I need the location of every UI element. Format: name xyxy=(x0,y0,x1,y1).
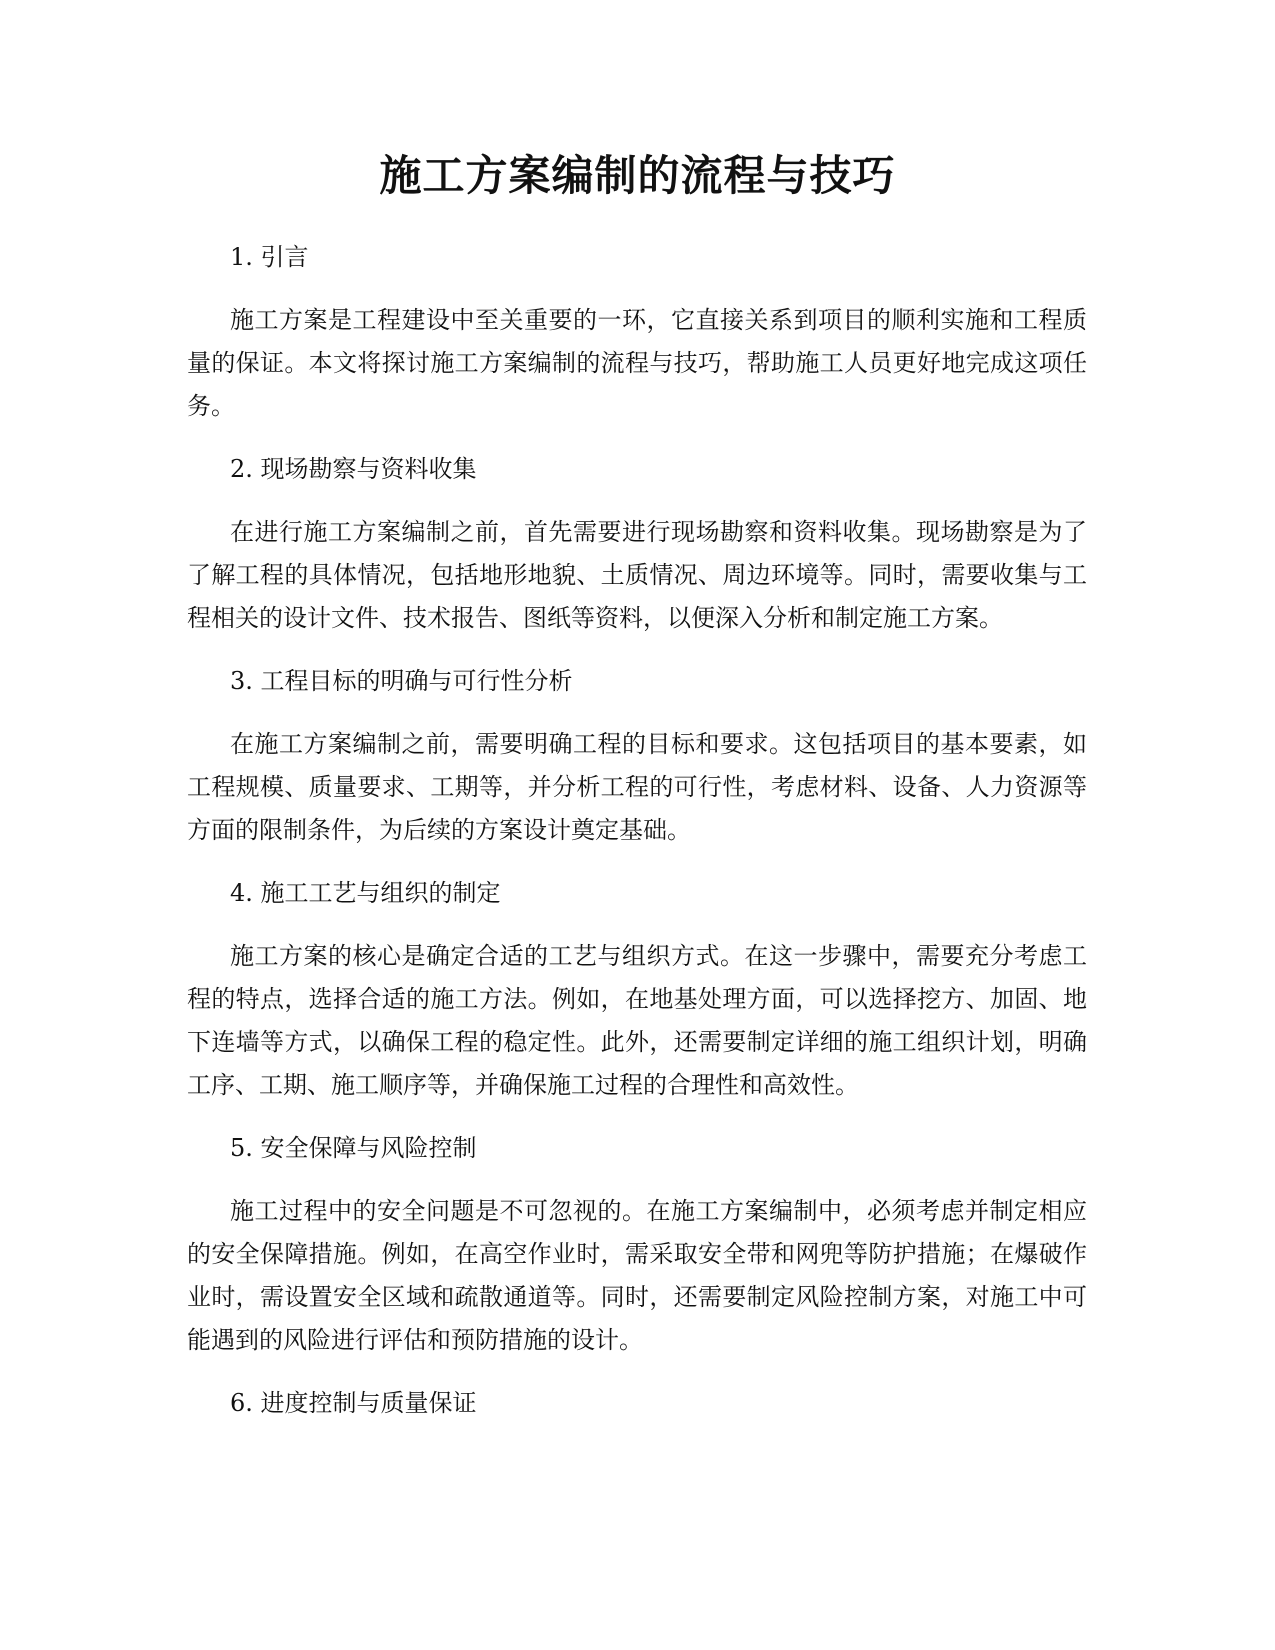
section-heading: 5. 安全保障与风险控制 xyxy=(230,1134,477,1162)
section-paragraph: 在进行施工方案编制之前，首先需要进行现场勘察和资料收集。现场勘察是为了了解工程的具体情况，包括地形地貌、土质情况、周边环境等。同时，需要收集与工程相关的设计文件、技术报告、图纸等资料，以便深入分析和制定施工方案。 xyxy=(187,518,1087,632)
section-paragraph: 施工方案的核心是确定合适的工艺与组织方式。在这一步骤中，需要充分考虑工程的特点，选择合适的施工方法。例如，在地基处理方面，可以选择挖方、加固、地下连墙等方式，以确保工程的稳定性。此外，还需要制定详细的施工组织计划，明确工序、工期、施工顺序等，并确保施工过程的合理性和高效性。 xyxy=(187,942,1087,1099)
section-site-survey xyxy=(187,448,1087,640)
section-heading: 2. 现场勘察与资料收集 xyxy=(230,455,477,483)
section-paragraph: 在施工方案编制之前，需要明确工程的目标和要求。这包括项目的基本要素，如工程规模、质量要求、工期等，并分析工程的可行性，考虑材料、设备、人力资源等方面的限制条件，为后续的方案设计奠定基础。 xyxy=(187,730,1087,844)
section-process-organization xyxy=(187,872,1087,1107)
page-title: 施工方案编制的流程与技巧 xyxy=(379,151,896,200)
section-safety-risk xyxy=(187,1127,1087,1362)
section-heading: 1. 引言 xyxy=(230,243,309,271)
section-paragraph: 施工过程中的安全问题是不可忽视的。在施工方案编制中，必须考虑并制定相应的安全保障措施。例如，在高空作业时，需采取安全带和网兜等防护措施；在爆破作业时，需设置安全区域和疏散通道等。同时，还需要制定风险控制方案，对施工中可能遇到的风险进行评估和预防措施的设计。 xyxy=(187,1197,1087,1354)
section-schedule-quality xyxy=(187,1382,1087,1425)
section-paragraph: 施工方案是工程建设中至关重要的一环，它直接关系到项目的顺利实施和工程质量的保证。本文将探讨施工方案编制的流程与技巧，帮助施工人员更好地完成这项任务。 xyxy=(187,306,1087,420)
section-heading: 6. 进度控制与质量保证 xyxy=(230,1389,477,1417)
document-body xyxy=(187,236,1087,1445)
section-heading: 4. 施工工艺与组织的制定 xyxy=(230,879,501,907)
section-heading: 3. 工程目标的明确与可行性分析 xyxy=(230,667,573,695)
section-intro xyxy=(187,236,1087,428)
section-objectives xyxy=(187,660,1087,852)
